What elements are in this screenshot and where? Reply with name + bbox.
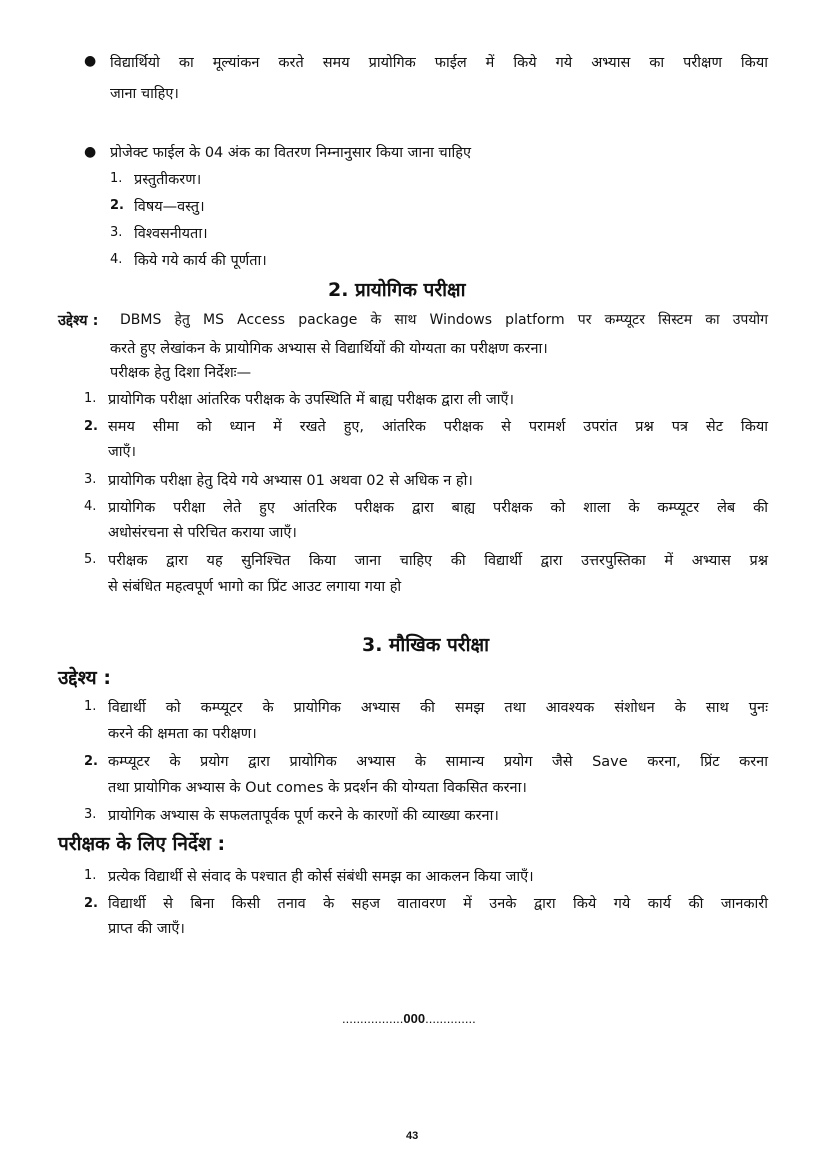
list-item: प्रायोगिक परीक्षा हेतु दिये गये अभ्यास 01 अथवा 02 से अधिक न हो।: [108, 473, 473, 489]
list-item-continued: से संबंधित महत्वपूर्ण भागो का प्रिंट आउट लगाया गया हो: [108, 579, 402, 595]
list-item: कम्प्यूटर के प्रयोग द्वारा प्रायोगिक अभ्यास के सामान्य प्रयोग जैसे Save करना, प्रिंट करना: [108, 754, 768, 770]
bullet-marker: ●: [84, 53, 97, 69]
objective-label: उद्देश्य :: [58, 313, 99, 329]
list-item-number: 3.: [110, 225, 123, 240]
list-item-number: 3.: [84, 472, 97, 487]
list-item: समय सीमा को ध्यान में रखते हुए, आंतरिक परीक्षक से परामर्श उपरांत प्रश्न पत्र सेट किया: [108, 419, 768, 435]
guidelines-label: परीक्षक हेतु दिशा निर्देशः—: [110, 365, 252, 381]
list-item: परीक्षक द्वारा यह सुनिश्चित किया जाना चाहिए की विद्यार्थी द्वारा उत्तरपुस्तिका में अभ्यास प्रश्न: [108, 553, 768, 569]
list-item-number: 2.: [110, 198, 124, 213]
list-item-continued: तथा प्रायोगिक अभ्यास के Out comes के प्रदर्शन की योग्यता विकसित करना।: [108, 780, 527, 796]
list-item: विश्वसनीयता।: [134, 226, 208, 242]
list-item-number: 5.: [84, 552, 97, 567]
objective-line2: करते हुए लेखांकन के प्रायोगिक अभ्यास से विद्यार्थियों की योग्यता का परीक्षण करना।: [110, 341, 548, 357]
bullet-marker: ●: [84, 144, 97, 160]
list-item-number: 1.: [110, 171, 123, 186]
end-mark-dots-right: ..............: [425, 1011, 476, 1026]
end-mark: [342, 1011, 476, 1026]
list-item: प्रत्येक विद्यार्थी से संवाद के पश्चात ही कोर्स संबंधी समझ का आकलन किया जाएँ।: [108, 869, 534, 885]
list-item-continued: करने की क्षमता का परीक्षण।: [108, 726, 257, 742]
list-item: विद्यार्थी से बिना किसी तनाव के सहज वातावरण में उनके द्वारा किये गये कार्य की जानकारी: [108, 896, 768, 912]
end-mark-text: 000: [403, 1011, 426, 1026]
list-item-number: 1.: [84, 699, 97, 714]
end-mark-dots-left: .................: [342, 1011, 404, 1026]
list-item: प्रायोगिक परीक्षा आंतरिक परीक्षक के उपस्थिति में बाह्य परीक्षक द्वारा ली जाएँ।: [108, 392, 515, 408]
list-item-number: 3.: [84, 807, 97, 822]
list-item-number: 2.: [84, 419, 98, 434]
section-heading: 2. प्रायोगिक परीक्षा: [328, 279, 466, 301]
section-heading: 3. मौखिक परीक्षा: [362, 634, 490, 656]
page-number: 43: [406, 1130, 419, 1142]
list-item-number: 2.: [84, 754, 98, 769]
list-item: प्रायोगिक परीक्षा लेते हुए आंतरिक परीक्षक द्वारा बाह्य परीक्षक को शाला के कम्प्यूटर लेब की: [108, 500, 768, 516]
list-item-continued: जाएँ।: [108, 444, 137, 460]
list-item: प्रस्तुतीकरण।: [134, 172, 202, 188]
bullet2-text: प्रोजेक्ट फाईल के 04 अंक का वितरण निम्नानुसार किया जाना चाहिए: [110, 145, 471, 161]
list-item: किये गये कार्य की पूर्णता।: [134, 253, 267, 269]
bullet1-line1: विद्यार्थियो का मूल्यांकन करते समय प्रायोगिक फाईल में किये गये अभ्यास का परीक्षण किया: [110, 55, 768, 71]
list-item-number: 1.: [84, 391, 97, 406]
list-item: प्रायोगिक अभ्यास के सफलतापूर्वक पूर्ण करने के कारणों की व्याख्या करना।: [108, 808, 499, 824]
list-item-number: 4.: [84, 499, 97, 514]
list-item-number: 1.: [84, 868, 97, 883]
objective-label: उद्देश्य :: [58, 667, 111, 689]
list-item-number: 4.: [110, 252, 123, 267]
objective-line1: DBMS हेतु MS Access package के साथ Windows platform पर कम्प्यूटर सिस्टम का उपयोग: [120, 312, 768, 328]
list-item-continued: अधोसंरचना से परिचित कराया जाएँ।: [108, 525, 297, 541]
list-item-number: 2.: [84, 896, 98, 911]
list-item: विषय—वस्तु।: [134, 199, 205, 215]
list-item: विद्यार्थी को कम्प्यूटर के प्रायोगिक अभ्यास की समझ तथा आवश्यक संशोधन के साथ पुनः: [108, 700, 768, 716]
examiner-label: परीक्षक के लिए निर्देश :: [58, 833, 226, 855]
list-item-continued: प्राप्त की जाएँ।: [108, 921, 185, 937]
bullet1-line2: जाना चाहिए।: [110, 86, 179, 102]
